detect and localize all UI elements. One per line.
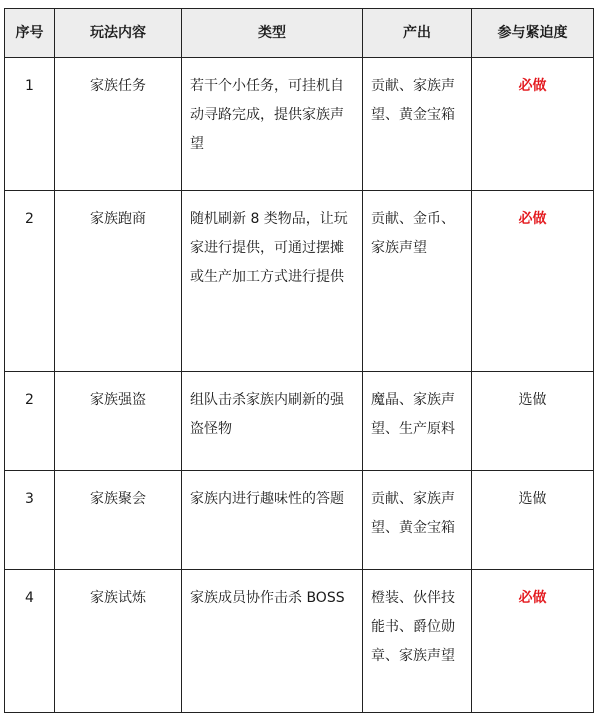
table-row bbox=[5, 570, 594, 713]
table-row bbox=[5, 372, 594, 471]
row-level bbox=[472, 471, 594, 570]
row-output: 贡献、金币、家族声望 bbox=[363, 191, 472, 372]
row-content: 家族强盗 bbox=[55, 372, 182, 471]
row-num: 2 bbox=[5, 191, 55, 372]
row-type: 家族成员协作击杀 BOSS bbox=[182, 570, 363, 713]
row-content: 家族聚会 bbox=[55, 471, 182, 570]
row-level bbox=[472, 191, 594, 372]
level-must-badge: 必做 bbox=[518, 590, 547, 606]
row-num: 1 bbox=[5, 58, 55, 191]
table-header-row bbox=[5, 9, 594, 58]
row-type: 家族内进行趣味性的答题 bbox=[182, 471, 363, 570]
row-type: 随机刷新 8 类物品，让玩家进行提供，可通过摆摊或生产加工方式进行提供 bbox=[182, 191, 363, 372]
row-output: 贡献、家族声望、黄金宝箱 bbox=[363, 471, 472, 570]
table-row bbox=[5, 58, 594, 191]
row-level bbox=[472, 58, 594, 191]
table-row bbox=[5, 471, 594, 570]
row-content: 家族试炼 bbox=[55, 570, 182, 713]
header-content: 玩法内容 bbox=[55, 9, 182, 58]
header-level: 参与紧迫度 bbox=[472, 9, 594, 58]
row-type: 若干个小任务，可挂机自动寻路完成，提供家族声望 bbox=[182, 58, 363, 191]
gameplay-table bbox=[4, 8, 594, 713]
level-optional-badge: 选做 bbox=[518, 392, 547, 408]
row-level bbox=[472, 570, 594, 713]
level-must-badge: 必做 bbox=[518, 78, 547, 94]
header-output: 产出 bbox=[363, 9, 472, 58]
row-num: 3 bbox=[5, 471, 55, 570]
level-optional-badge: 选做 bbox=[518, 491, 547, 507]
row-num: 2 bbox=[5, 372, 55, 471]
row-content: 家族跑商 bbox=[55, 191, 182, 372]
table-row bbox=[5, 191, 594, 372]
row-num: 4 bbox=[5, 570, 55, 713]
row-content: 家族任务 bbox=[55, 58, 182, 191]
header-type: 类型 bbox=[182, 9, 363, 58]
header-num: 序号 bbox=[5, 9, 55, 58]
level-must-badge: 必做 bbox=[518, 211, 547, 227]
row-level bbox=[472, 372, 594, 471]
row-output: 贡献、家族声望、黄金宝箱 bbox=[363, 58, 472, 191]
row-type: 组队击杀家族内刷新的强盗怪物 bbox=[182, 372, 363, 471]
row-output: 橙装、伙伴技能书、爵位勋章、家族声望 bbox=[363, 570, 472, 713]
gameplay-table-container bbox=[4, 8, 593, 713]
row-output: 魔晶、家族声望、生产原料 bbox=[363, 372, 472, 471]
